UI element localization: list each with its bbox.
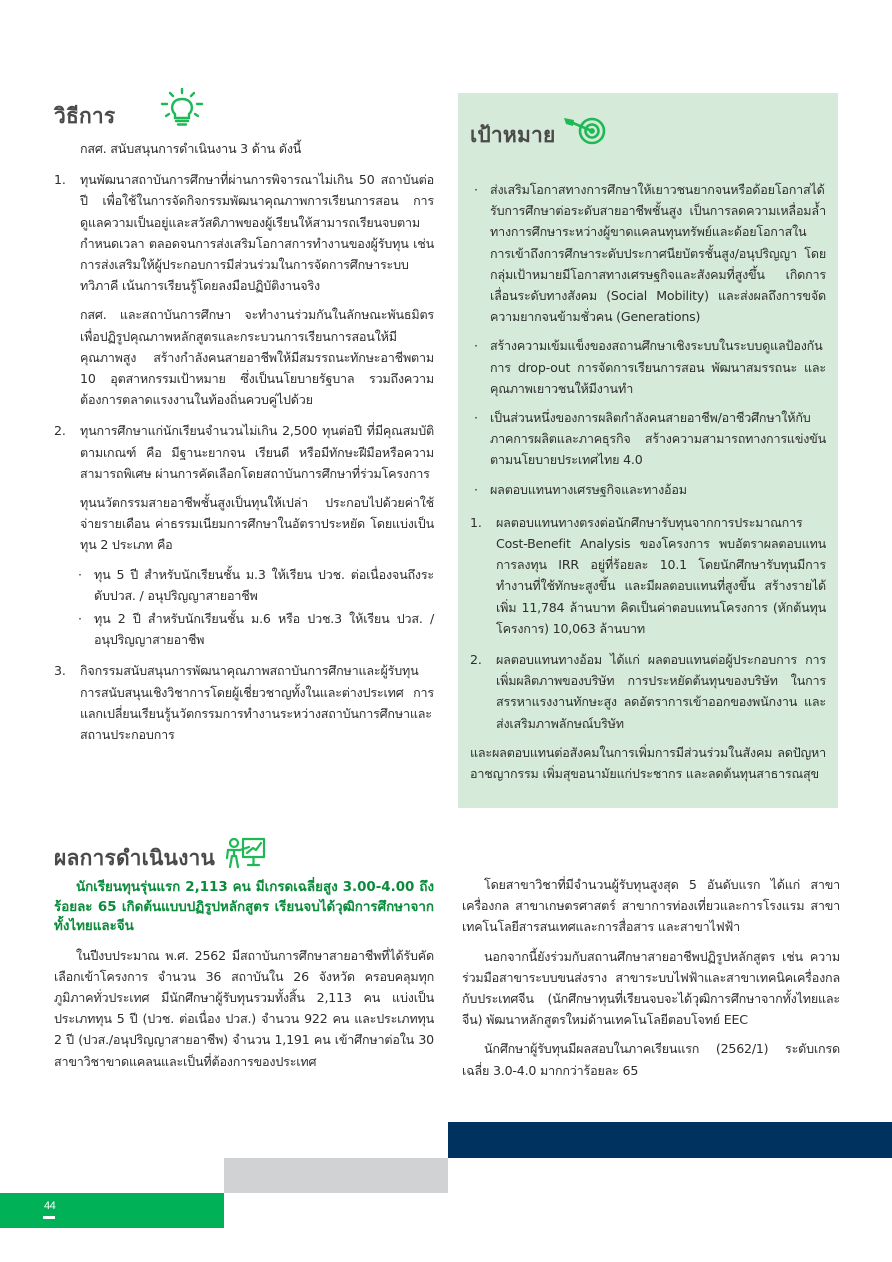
results-title: ผลการดำเนินงาน bbox=[54, 845, 216, 870]
item-text: ทุนการศึกษาแก่นักเรียนจำนวนไม่เกิน 2,500 ทุนต่อปี ที่มีคุณสมบัติตามเกณฑ์ คือ มีฐานะยากจน เรียนดี หรือมีทักษะฝีมือหรือความสามารถพิเศษ ผ่านการคัดเลือกโดยสถาบันการศึกษาที่ร่วมโครงการ bbox=[80, 423, 434, 481]
methods-item-1 bbox=[54, 169, 434, 410]
page-number-underline bbox=[43, 1216, 55, 1219]
goals-title: เป้าหมาย bbox=[470, 122, 556, 147]
item-number: 3. bbox=[54, 663, 66, 679]
results-right-column bbox=[462, 874, 840, 1081]
footer-gray-bar bbox=[224, 1158, 448, 1193]
methods-section bbox=[54, 100, 434, 745]
item-number: 2. bbox=[54, 423, 66, 439]
results-paragraph: ในปีงบประมาณ พ.ศ. 2562 มีสถาบันการศึกษาสายอาชีพที่ได้รับคัดเลือกเข้าโครงการ จำนวน 36 สถาบันใน 26 จังหวัด ครอบคลุมทุกภูมิภาคทั่วประเทศ มีนักศึกษาผู้รับทุนรวมทั้งสิ้น 2,113 คน แบ่งเป็น ประเภททุน 5 ปี (ปวช. ต่อเนื่อง ปวส.) จำนวน 922 คน และประเภททุน 2 ปี (ปวส./อนุปริญญาสายอาชีพ) จำนวน 1,191 คน เข้าศึกษาต่อใน 30 สาขาวิชาขาดแคลนและเป็นที่ต้องการของประเทศ bbox=[54, 947, 434, 1069]
item-extra: กสศ. และสถาบันการศึกษา จะทำงานร่วมกันในลักษณะพันธมิตรเพื่อปฏิรูปคุณภาพหลักสูตรและกระบวนการเรียนการสอนให้มีคุณภาพสูง สร้างกำลังคนสายอาชีพให้มีสมรรถนะทักษะอาชีพตาม 10 อุตสาหกรรมเป้าหมาย ซึ่งเป็นนโยบายรัฐบาล รวมถึงความต้องการตลาดแรงงานในท้องถิ่นควบคู่ไปด้วย bbox=[80, 307, 434, 408]
returns-item-2 bbox=[470, 649, 826, 734]
target-icon bbox=[561, 109, 607, 153]
returns-list bbox=[470, 512, 826, 734]
item-text: ผลตอบแทนทางอ้อม ได้แก่ ผลตอบแทนต่อผู้ประกอบการ การเพิ่มผลิตภาพของบริษัท การประหยัดต้นทุนของบริษัท ในการสรรหาแรงงานทักษะสูง ลดอัตราการเข้าออกของพนักงาน และส่งเสริมภาพลักษณ์บริษัท bbox=[496, 652, 826, 731]
methods-title: วิธีการ bbox=[54, 103, 116, 128]
item-extra: ทุนนวัตกรรมสายอาชีพชั้นสูงเป็นทุนให้เปล่า ประกอบไปด้วยค่าใช้จ่ายรายเดือน ค่าธรรมเนียมการศึกษาในอัตราประหยัด โดยแบ่งเป็นทุน 2 ประเภท คือ bbox=[80, 495, 434, 553]
methods-item-3 bbox=[54, 660, 434, 745]
scholarship-types-list bbox=[74, 564, 434, 651]
goals-list bbox=[470, 179, 826, 500]
methods-item-2 bbox=[54, 420, 434, 650]
goals-header bbox=[470, 113, 826, 157]
teacher-presentation-icon bbox=[225, 836, 267, 874]
list-item: · สร้างความเข้มแข็งของสถานศึกษาเชิงระบบในระบบดูแลป้องกันการ drop-out การจัดการเรียนการสอน พัฒนาสมรรถนะ และคุณภาพเยาวชนให้มีงานทำ bbox=[474, 338, 826, 396]
item-number: 2. bbox=[470, 652, 482, 668]
results-highlight: นักเรียนทุนรุ่นแรก 2,113 คน มีเกรดเฉลี่ยสูง 3.00-4.00 ถึงร้อยละ 65 เกิดต้นแบบปฏิรูปหลักสูตร เรียนจบได้วุฒิการศึกษาจากทั้งไทยและจีน bbox=[54, 880, 434, 934]
item-text: ทุนพัฒนาสถาบันการศึกษาที่ผ่านการพิจารณาไม่เกิน 50 สถาบันต่อปี เพื่อใช้ในการจัดกิจกรรมพัฒนาคุณภาพการเรียนการสอน การดูแลความเป็นอยู่และสวัสดิภาพของผู้เรียนให้สามารถเรียนจบตามกำหนดเวลา ตลอดจนการส่งเสริมโอกาสการทำงานของผู้รับทุน เช่น การส่งเสริมให้ผู้ประกอบการมีส่วนร่วมในการจัดการศึกษาระบบทวิภาคี เน้นการเรียนรู้โดยลงมือปฏิบัติงานจริง bbox=[80, 172, 434, 294]
results-section bbox=[54, 842, 434, 1072]
item-number: 1. bbox=[54, 172, 66, 188]
list-item: · เป็นส่วนหนึ่งของการผลิตกำลังคนสายอาชีพ/อาชีวศึกษาให้กับภาคการผลิตและภาคธุรกิจ สร้างความสามารถทางการแข่งขันตามนโยบายประเทศไทย 4.0 bbox=[474, 410, 826, 468]
list-item: · ทุน 5 ปี สำหรับนักเรียนชั้น ม.3 ให้เรียน ปวช. ต่อเนื่องจนถึงระดับปวส. / อนุปริญญาสายอาชีพ bbox=[78, 566, 434, 603]
footer-navy-bar bbox=[448, 1122, 892, 1158]
methods-header bbox=[54, 100, 434, 132]
item-number: 1. bbox=[470, 514, 482, 530]
list-item: · ผลตอบแทนทางเศรษฐกิจและทางอ้อม bbox=[474, 481, 687, 497]
item-text: ผลตอบแทนทางตรงต่อนักศึกษารับทุนจากการประมาณการ Cost-Benefit Analysis ของโครงการ พบอัตราผลตอบแทนการลงทุน IRR อยู่ที่ร้อยละ 10.1 โดยนักศึกษารับทุนมีการทำงานที่ใช้ทักษะสูงขึ้น และมีผลตอบแทนที่สูงขึ้น สร้างรายได้เพิ่ม 11,784 ล้านบาท คิดเป็นค่าตอบแทนโครงการ (หักต้นทุนโครงการ) 10,063 ล้านบาท bbox=[496, 514, 826, 636]
goals-box bbox=[458, 93, 838, 808]
returns-item-1 bbox=[470, 512, 826, 639]
results-header bbox=[54, 842, 434, 874]
lightbulb-icon bbox=[159, 88, 205, 132]
results-paragraph: นอกจากนี้ยังร่วมกับสถานศึกษาสายอาชีพปฏิรูปหลักสูตร เช่น ความร่วมมือสาขาระบบขนส่งราง สาขาระบบไฟฟ้าและสาขาเทคนิคเครื่องกลกับประเทศจีน (นักศึกษาทุนที่เรียนจบจะได้วุฒิการศึกษาจากทั้งไทยและจีน) พัฒนาหลักสูตรใหม่ด้านเทคโนโลยีตอบโจทย์ EEC bbox=[462, 948, 840, 1028]
list-item: · ส่งเสริมโอกาสทางการศึกษาให้เยาวชนยากจนหรือด้อยโอกาสได้รับการศึกษาต่อระดับสายอาชีพชั้นสูง เป็นการลดความเหลื่อมล้ำทางการศึกษาระหว่างผู้ขาดแคลนทุนทรัพย์และด้อยโอกาสในการเข้าถึงการศึกษาระดับประกาศนียบัตรชั้นสูง/อนุปริญญา โดยกลุ่มเป้าหมายมีโอกาสทางเศรษฐกิจและสังคมที่สูงขึ้น เกิดการเลื่อนระดับทางสังคม (Social Mobility) และส่งผลถึงการขจัดความยากจนข้ามชั่วคน (Generations) bbox=[474, 182, 826, 325]
goals-closing: และผลตอบแทนต่อสังคมในการเพิ่มการมีส่วนร่วมในสังคม ลดปัญหาอาชญากรรม เพิ่มสุขอนามัยแก่ประชากร และลดต้นทุนสาธารณสุข bbox=[470, 744, 826, 782]
page-number: 44 bbox=[44, 1200, 56, 1212]
results-paragraph: โดยสาขาวิชาที่มีจำนวนผู้รับทุนสูงสุด 5 อันดับแรก ได้แก่ สาขาเครื่องกล สาขาเกษตรศาสตร์ สาขาการท่องเที่ยวและการโรงแรม สาขาเทคโนโลยีสารสนเทศและการสื่อสาร และสาขาไฟฟ้า bbox=[462, 877, 840, 935]
methods-intro: กสศ. สนับสนุนการดำเนินงาน 3 ด้าน ดังนี้ bbox=[80, 141, 302, 156]
list-item: · ทุน 2 ปี สำหรับนักเรียนชั้น ม.6 หรือ ปวช.3 ให้เรียน ปวส. / อนุปริญญาสายอาชีพ bbox=[78, 611, 434, 648]
methods-list bbox=[54, 169, 434, 745]
footer-green-bar bbox=[0, 1193, 224, 1228]
item-text: กิจกรรมสนับสนุนการพัฒนาคุณภาพสถาบันการศึกษาและผู้รับทุน การสนับสนุนเชิงวิชาการโดยผู้เชี่ยวชาญทั้งในและต่างประเทศ การแลกเปลี่ยนเรียนรู้นวัตกรรมการทำงานระหว่างสถาบันการศึกษาและสถานประกอบการ bbox=[80, 663, 434, 743]
results-paragraph: นักศึกษาผู้รับทุนมีผลสอบในภาคเรียนแรก (2562/1) ระดับเกรดเฉลี่ย 3.0-4.0 มากกว่าร้อยละ 65 bbox=[462, 1041, 840, 1078]
